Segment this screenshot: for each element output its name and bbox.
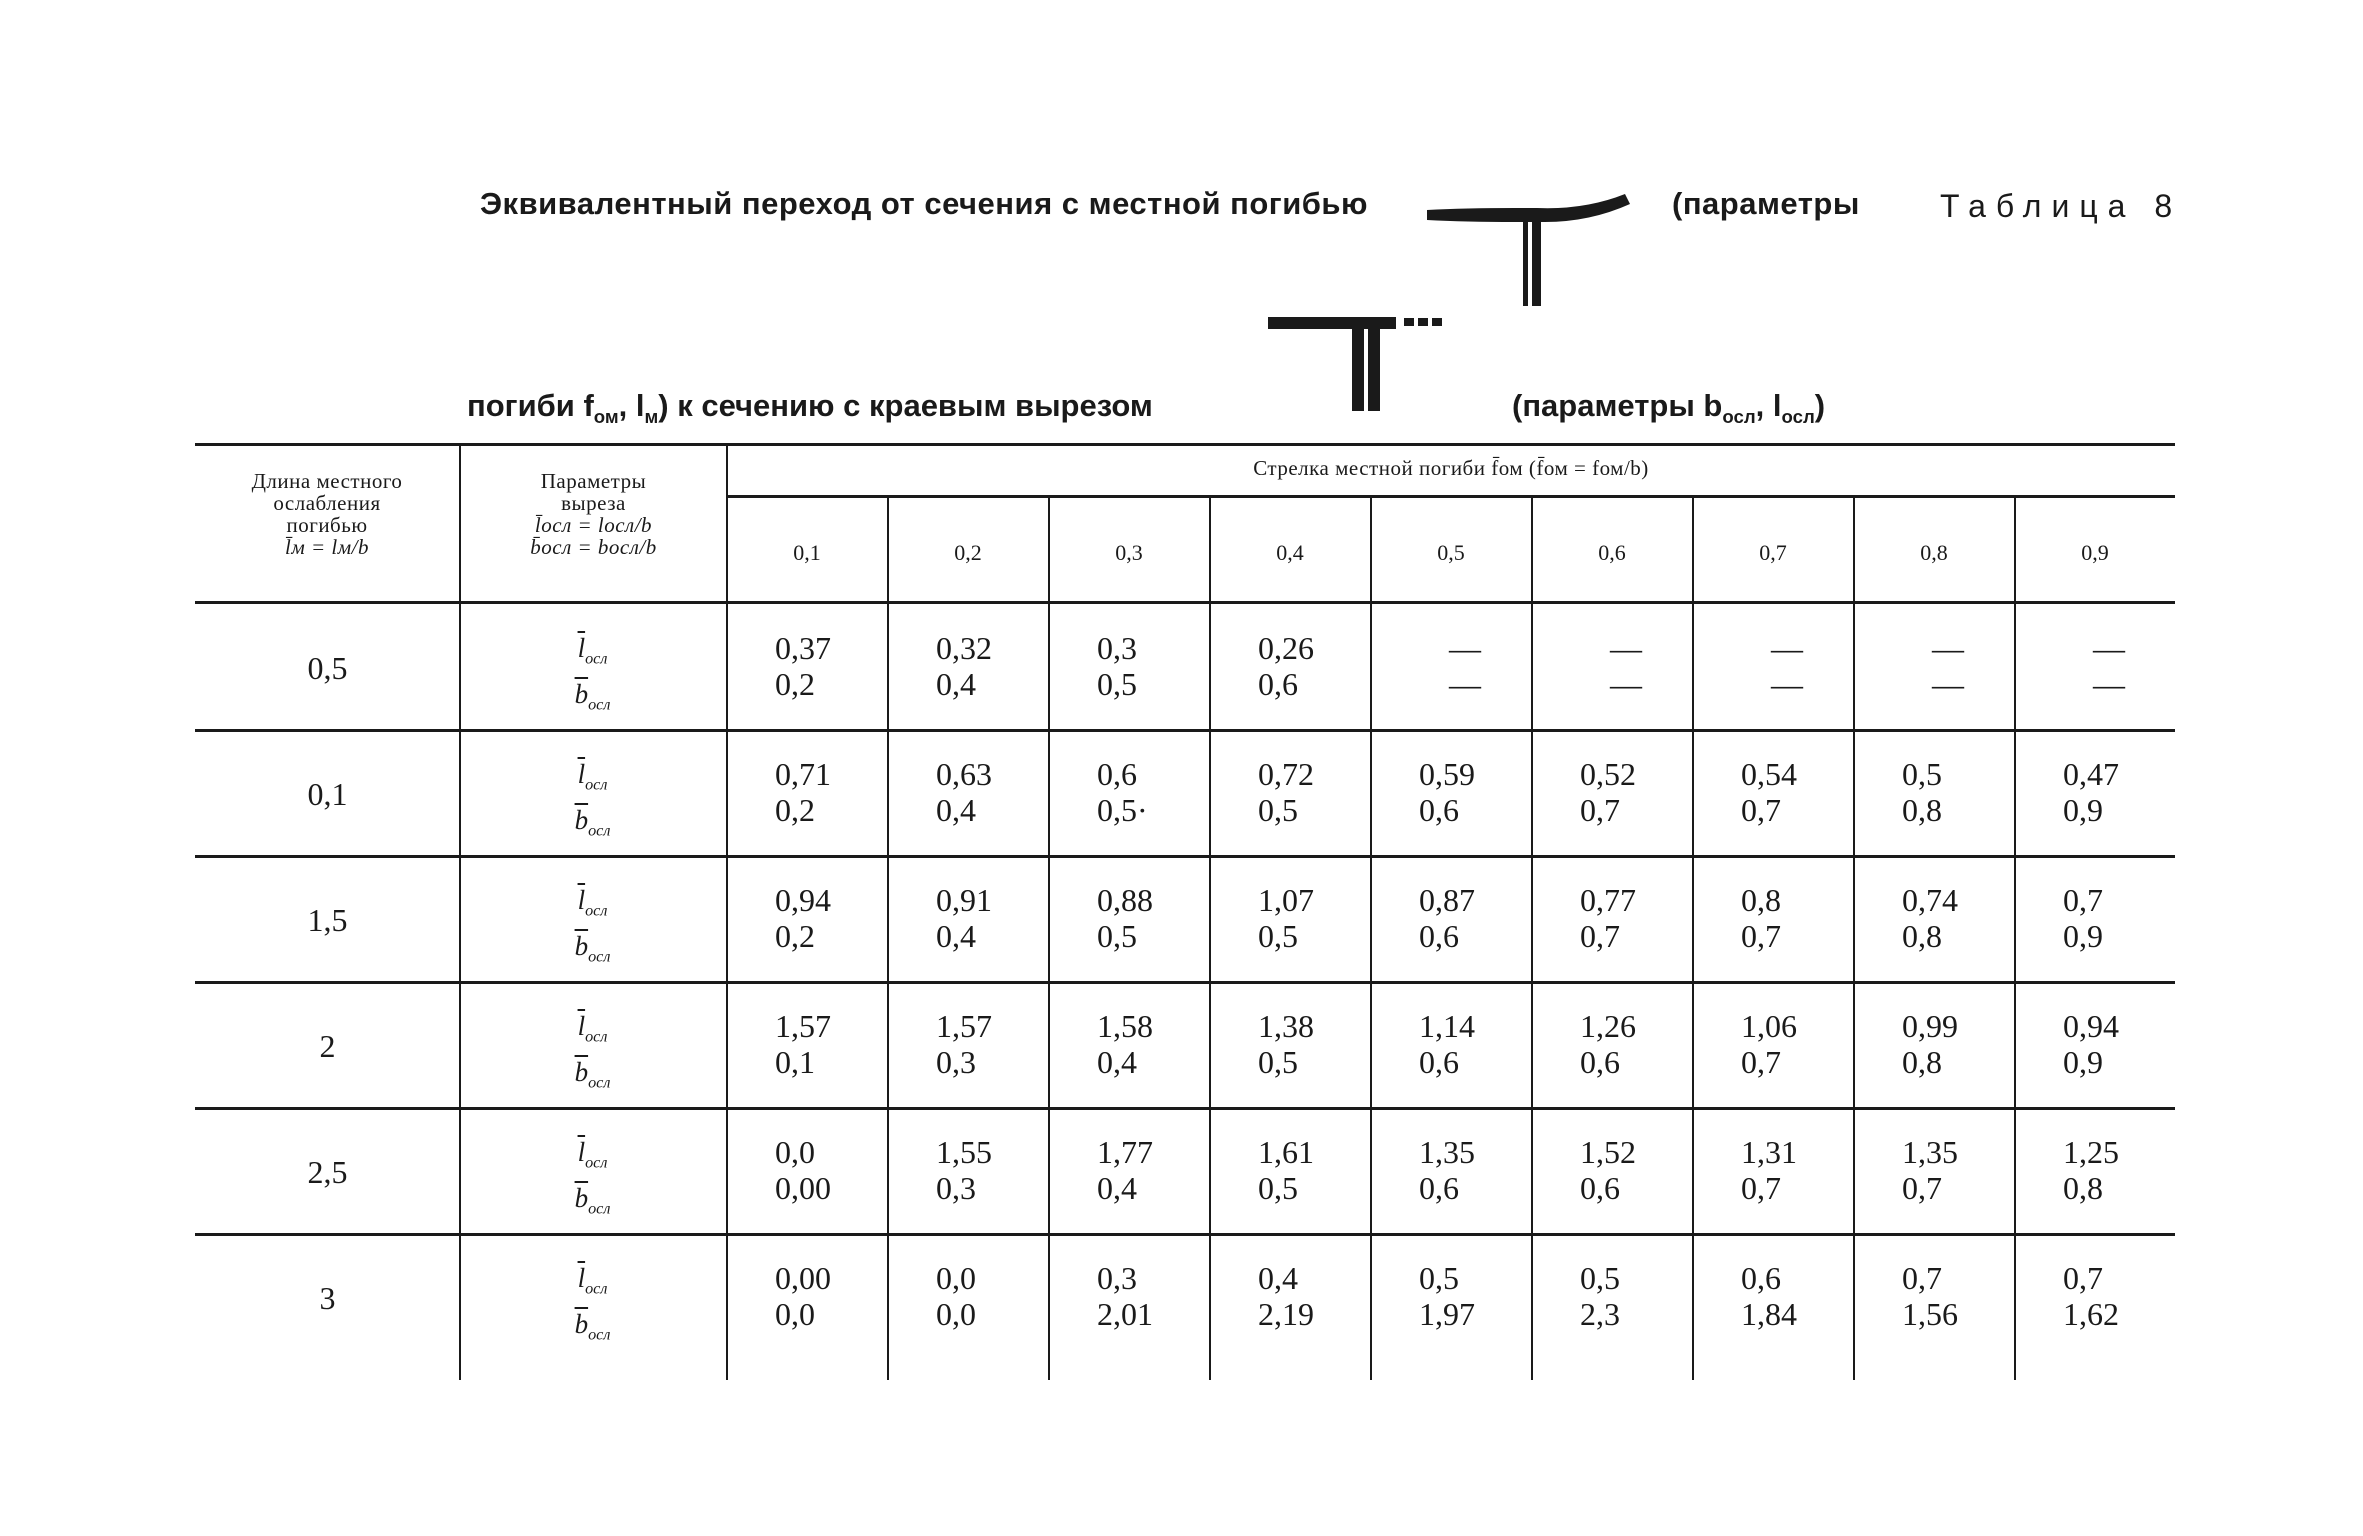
table-cell [1902, 756, 2052, 828]
cell-b-value: 0,5· [1097, 792, 1148, 828]
cell-b-value: — [1610, 666, 1642, 702]
cell-b-value: 0,5 [1258, 1170, 1298, 1206]
cell-l-value: 0,87 [1419, 882, 1475, 918]
table-cell [1097, 756, 1247, 828]
cell-b-value: 0,5 [1258, 1044, 1298, 1080]
cell-l-value: 0,0 [775, 1134, 815, 1170]
table-cell [1580, 630, 1760, 702]
caption-line-1: Эквивалентный переход от сечения с местной погибью [480, 186, 1368, 221]
cell-b-value: 0,00 [775, 1170, 831, 1206]
table-cell [1258, 882, 1408, 954]
table-cell [1419, 1260, 1569, 1332]
table-cell [936, 630, 1086, 702]
cell-l-value: 0,3 [1097, 1260, 1137, 1296]
table-top-rule [195, 443, 2175, 446]
row-rule [195, 729, 2175, 732]
cell-l-value: 0,94 [2063, 1008, 2119, 1044]
column-header: 0,4 [1276, 540, 1304, 565]
cell-l-value: 0,47 [2063, 756, 2119, 792]
cell-b-value: 0,9 [2063, 918, 2103, 954]
table-cell [1902, 882, 2052, 954]
row-rule [195, 981, 2175, 984]
column-rule [726, 443, 728, 1380]
row-length-value: 3 [319, 1280, 336, 1316]
row-param-labels: $\overline{l}_{осл}$ $\overline{b}_{осл}$ [574, 1137, 611, 1218]
cell-l-value: 1,55 [936, 1134, 992, 1170]
table-cell [2063, 630, 2243, 702]
cell-b-value: 1,62 [2063, 1296, 2119, 1332]
column-header: 0,6 [1598, 540, 1626, 565]
table-cell [775, 1260, 925, 1332]
cell-b-value: 1,56 [1902, 1296, 1958, 1332]
cell-b-value: — [1932, 666, 1964, 702]
edge-cutout-section-figure [1268, 315, 1478, 415]
cell-b-value: 2,19 [1258, 1296, 1314, 1332]
row-length-value: 1,5 [307, 902, 348, 938]
cell-l-value: 1,38 [1258, 1008, 1314, 1044]
table-cell [936, 756, 1086, 828]
cell-b-value: — [1449, 666, 1481, 702]
cell-b-value: 0,6 [1580, 1170, 1620, 1206]
cell-b-value: 1,97 [1419, 1296, 1475, 1332]
table-number: Таблица 8 [1940, 188, 2183, 224]
cell-b-value: 0,5 [1097, 918, 1137, 954]
table-cell [1902, 1008, 2052, 1080]
cell-b-value: 0,4 [936, 918, 976, 954]
table-cell [1741, 1008, 1891, 1080]
caption-line-2: погиби $f_{ом}$, $l_м$) к сечению с краевым вырезом [467, 388, 1153, 428]
cell-b-value: 0,2 [775, 792, 815, 828]
cell-l-value: 1,07 [1258, 882, 1314, 918]
cell-l-value: 0,00 [775, 1260, 831, 1296]
group-header-rule [727, 495, 2175, 498]
cell-l-value: 0,3 [1097, 630, 1137, 666]
column-header: 0,3 [1115, 540, 1143, 565]
cell-l-value: — [1932, 630, 1964, 666]
cell-l-value: 1,14 [1419, 1008, 1475, 1044]
cell-b-value: 0,7 [1902, 1170, 1942, 1206]
table-cell [2063, 1134, 2213, 1206]
cell-b-value: 0,4 [1097, 1170, 1137, 1206]
table-cell [936, 882, 1086, 954]
cell-l-value: — [1449, 630, 1481, 666]
cell-l-value: 0,63 [936, 756, 992, 792]
cell-b-value: 0,3 [936, 1044, 976, 1080]
cell-b-value: 0,3 [936, 1170, 976, 1206]
caption-params-2: (параметры $b_{осл}$, $l_{осл}$) [1512, 388, 1826, 428]
column-header: 0,7 [1759, 540, 1787, 565]
cell-l-value: 0,74 [1902, 882, 1958, 918]
header-deflection-group: Стрелка местной погиби f̄ом (f̄ом = fом/b) [1253, 456, 1649, 480]
cell-b-value: 0,5 [1258, 918, 1298, 954]
cell-b-value: 0,4 [1097, 1044, 1137, 1080]
table-cell [1097, 1260, 1247, 1332]
local-buckle-section-figure [1425, 188, 1635, 308]
cell-l-value: 0,5 [1580, 1260, 1620, 1296]
cell-b-value: 0,7 [1580, 792, 1620, 828]
table-cell [775, 1134, 925, 1206]
cell-l-value: 0,52 [1580, 756, 1636, 792]
cell-b-value: 0,5 [1097, 666, 1137, 702]
row-length-value: 2,5 [307, 1154, 348, 1190]
column-header: 0,2 [954, 540, 982, 565]
cell-l-value: 1,61 [1258, 1134, 1314, 1170]
table-cell [1097, 630, 1247, 702]
cell-b-value: 0,4 [936, 666, 976, 702]
cell-l-value: 0,72 [1258, 756, 1314, 792]
cell-l-value: 1,26 [1580, 1008, 1636, 1044]
cell-l-value: 0,71 [775, 756, 831, 792]
cell-l-value: 0,7 [2063, 1260, 2103, 1296]
cell-b-value: 0,7 [1580, 918, 1620, 954]
cell-l-value: 1,06 [1741, 1008, 1797, 1044]
cell-l-value: 1,58 [1097, 1008, 1153, 1044]
cell-b-value: 0,6 [1419, 1044, 1459, 1080]
cell-b-value: 0,5 [1258, 792, 1298, 828]
cell-b-value: 0,7 [1741, 918, 1781, 954]
table-cell [1741, 1134, 1891, 1206]
cell-l-value: 1,57 [936, 1008, 992, 1044]
cell-b-value: 0,4 [936, 792, 976, 828]
cell-b-value: — [2093, 666, 2125, 702]
cell-b-value: 0,9 [2063, 1044, 2103, 1080]
table-cell [1580, 1008, 1730, 1080]
table-cell [2063, 756, 2213, 828]
column-header: 0,8 [1920, 540, 1948, 565]
column-header: 0,9 [2081, 540, 2109, 565]
cell-l-value: 0,91 [936, 882, 992, 918]
cell-l-value: — [2093, 630, 2125, 666]
row-param-labels: $\overline{l}_{осл}$ $\overline{b}_{осл}$ [574, 1011, 611, 1092]
cell-l-value: 0,94 [775, 882, 831, 918]
cell-b-value: — [1771, 666, 1803, 702]
column-header: 0,5 [1437, 540, 1465, 565]
row-length-value: 0,5 [307, 650, 348, 686]
cell-b-value: 0,8 [1902, 1044, 1942, 1080]
cell-l-value: 0,77 [1580, 882, 1636, 918]
table-cell [1580, 1260, 1730, 1332]
row-length-value: 2 [319, 1028, 336, 1064]
table-cell [1097, 882, 1247, 954]
table-cell [936, 1260, 1086, 1332]
row-param-labels: $\overline{l}_{осл}$ $\overline{b}_{осл}$ [574, 759, 611, 840]
cell-l-value: 1,35 [1902, 1134, 1958, 1170]
cell-l-value: 0,88 [1097, 882, 1153, 918]
cell-l-value: 0,26 [1258, 630, 1314, 666]
table-cell [2063, 882, 2213, 954]
cell-l-value: 0,5 [1419, 1260, 1459, 1296]
cell-b-value: 0,6 [1419, 1170, 1459, 1206]
cell-b-value: 0,7 [1741, 792, 1781, 828]
row-length-value: 0,1 [307, 776, 348, 812]
caption-params-1: (параметры [1672, 186, 1860, 221]
row-param-labels: $\overline{l}_{осл}$ $\overline{b}_{осл}$ [574, 1263, 611, 1344]
header-cutout-params: Параметры выреза l̄осл = lосл/b b̄осл = bосл/b [530, 469, 657, 559]
table-cell [1097, 1008, 1247, 1080]
cell-b-value: 0,1 [775, 1044, 815, 1080]
cell-b-value: 0,0 [775, 1296, 815, 1332]
table-cell [1419, 756, 1569, 828]
table-cell [1741, 1260, 1891, 1332]
cell-l-value: 0,8 [1741, 882, 1781, 918]
table-cell [1902, 1134, 2052, 1206]
cell-l-value: 1,52 [1580, 1134, 1636, 1170]
cell-l-value: 1,35 [1419, 1134, 1475, 1170]
cell-b-value: 0,6 [1580, 1044, 1620, 1080]
table-cell [1741, 630, 1921, 702]
cell-b-value: 1,84 [1741, 1296, 1797, 1332]
table-cell [775, 1008, 925, 1080]
table-cell [936, 1008, 1086, 1080]
table-cell [1902, 630, 2082, 702]
cell-l-value: — [1771, 630, 1803, 666]
cell-b-value: 0,9 [2063, 792, 2103, 828]
table-cell [1258, 630, 1408, 702]
table-cell [1097, 1134, 1247, 1206]
cell-l-value: 1,25 [2063, 1134, 2119, 1170]
table-cell [2063, 1260, 2213, 1332]
cell-l-value: 0,59 [1419, 756, 1475, 792]
table-cell [775, 882, 925, 954]
cell-l-value: 0,4 [1258, 1260, 1298, 1296]
cell-l-value: 0,0 [936, 1260, 976, 1296]
table-cell [1419, 1008, 1569, 1080]
cell-b-value: 0,6 [1419, 918, 1459, 954]
row-param-labels: $\overline{l}_{осл}$ $\overline{b}_{осл}$ [574, 633, 611, 714]
cell-l-value: 1,31 [1741, 1134, 1797, 1170]
row-param-labels: $\overline{l}_{осл}$ $\overline{b}_{осл}$ [574, 885, 611, 966]
header-bottom-rule [195, 601, 2175, 604]
cell-l-value: 0,6 [1097, 756, 1137, 792]
cell-b-value: 0,8 [1902, 792, 1942, 828]
header-length: Длина местного ослабления погибью l̄м = lм/b [251, 469, 403, 559]
table-cell [1258, 1260, 1408, 1332]
cell-l-value: 0,32 [936, 630, 992, 666]
cell-b-value: 0,6 [1258, 666, 1298, 702]
cell-b-value: 0,8 [1902, 918, 1942, 954]
table-cell [1580, 882, 1730, 954]
cell-l-value: 1,77 [1097, 1134, 1153, 1170]
table-cell [1580, 756, 1730, 828]
cell-b-value: 2,3 [1580, 1296, 1620, 1332]
cell-b-value: 0,6 [1419, 792, 1459, 828]
cell-l-value: — [1610, 630, 1642, 666]
cell-b-value: 0,0 [936, 1296, 976, 1332]
table-cell [1258, 1134, 1408, 1206]
table-cell [936, 1134, 1086, 1206]
table-cell [1902, 1260, 2052, 1332]
table-cell [1419, 882, 1569, 954]
row-rule [195, 1107, 2175, 1110]
table-cell [2063, 1008, 2213, 1080]
table-cell [1419, 630, 1599, 702]
cell-b-value: 0,7 [1741, 1044, 1781, 1080]
cell-b-value: 0,2 [775, 918, 815, 954]
cell-l-value: 0,37 [775, 630, 831, 666]
cell-l-value: 1,57 [775, 1008, 831, 1044]
table-cell [1258, 1008, 1408, 1080]
cell-l-value: 0,7 [2063, 882, 2103, 918]
column-header: 0,1 [793, 540, 821, 565]
cell-b-value: 0,8 [2063, 1170, 2103, 1206]
table-cell [1741, 756, 1891, 828]
row-rule [195, 855, 2175, 858]
cell-l-value: 0,7 [1902, 1260, 1942, 1296]
table-cell [1580, 1134, 1730, 1206]
cell-l-value: 0,54 [1741, 756, 1797, 792]
cell-b-value: 0,2 [775, 666, 815, 702]
table-cell [1258, 756, 1408, 828]
table-cell [775, 756, 925, 828]
cell-b-value: 2,01 [1097, 1296, 1153, 1332]
cell-l-value: 0,5 [1902, 756, 1942, 792]
table-cell [1741, 882, 1891, 954]
cell-l-value: 0,99 [1902, 1008, 1958, 1044]
cell-b-value: 0,7 [1741, 1170, 1781, 1206]
row-rule [195, 1233, 2175, 1236]
table-cell [775, 630, 925, 702]
table-cell [1419, 1134, 1569, 1206]
cell-l-value: 0,6 [1741, 1260, 1781, 1296]
